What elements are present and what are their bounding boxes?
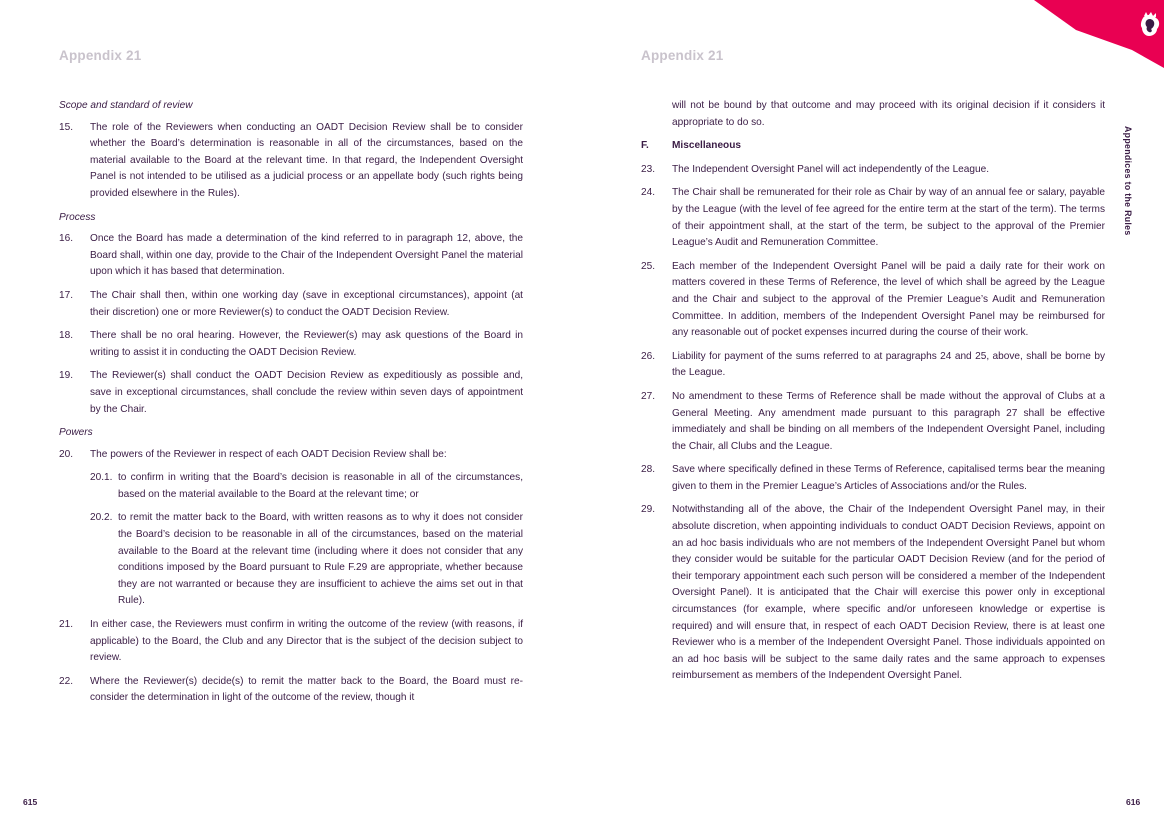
paragraph-number: 29. <box>641 504 656 516</box>
paragraph-15 <box>59 120 523 203</box>
paragraph-18 <box>59 328 523 361</box>
paragraph-number: 24. <box>641 187 656 199</box>
paragraph-text: Liability for payment of the sums referred to at paragraphs 24 and 25, above, shall be borne by the League. <box>672 350 1105 379</box>
paragraph-26 <box>641 349 1105 382</box>
paragraph-number: 16. <box>59 233 74 245</box>
paragraph-25 <box>641 259 1105 342</box>
paragraph-text: Save where specifically defined in these Terms of Reference, capitalised terms bear the meaning given to them in the Premier League’s Articles of Associations and/or the Rules. <box>672 464 1105 492</box>
paragraph-text: The Chair shall then, within one working day (save in exceptional circumstances), appoint (at their discretion) one or more Reviewer(s) to conduct the OADT Decision Review. <box>90 289 523 318</box>
paragraph-text: to confirm in writing that the Board’s decision is reasonable in all of the circumstances, based on the material available to the Board at the relevant time; or <box>118 472 523 500</box>
paragraph-number: 21. <box>59 619 74 631</box>
paragraph-17 <box>59 288 523 321</box>
paragraph-number: 26. <box>641 350 656 362</box>
paragraph-27 <box>641 389 1105 455</box>
sidebar-label: Appendices to the Rules <box>1123 126 1133 236</box>
paragraph-number: 22. <box>59 675 74 687</box>
page-header-right: Appendix 21 <box>641 48 724 63</box>
left-column <box>59 98 523 714</box>
section-heading-powers: Powers <box>59 427 93 439</box>
paragraph-number: 18. <box>59 330 74 342</box>
sidebar-tab <box>1123 126 1139 246</box>
paragraph-text: The Independent Oversight Panel will act independently of the League. <box>672 163 990 175</box>
page-number-left: 615 <box>23 797 38 807</box>
right-column <box>641 98 1105 692</box>
section-heading-miscellaneous <box>641 138 1105 155</box>
section-heading-process: Process <box>59 211 96 223</box>
paragraph-21 <box>59 617 523 667</box>
paragraph-24 <box>641 185 1105 251</box>
paragraph-19 <box>59 368 523 418</box>
paragraph-number: 20.1. <box>90 472 113 484</box>
section-title: Miscellaneous <box>672 140 742 152</box>
corner-brand-shape <box>1014 0 1164 70</box>
paragraph-20-1 <box>90 470 523 503</box>
paragraph-22-continued: will not be bound by that outcome and may proceed with its original decision if it considers it appropriate to do so. <box>672 100 1105 128</box>
paragraph-28 <box>641 462 1105 495</box>
paragraph-text: Once the Board has made a determination of the kind referred to in paragraph 12, above, the Board shall, within one day, provide to the Chair of the Independent Oversight Panel the material upon which it has based that determination. <box>90 233 523 278</box>
paragraph-number: 20.2. <box>90 512 113 524</box>
paragraph-20-2 <box>90 510 523 610</box>
paragraph-text: There shall be no oral hearing. However, the Reviewer(s) may ask questions of the Board in writing to assist it in conducting the OADT Decision Review. <box>90 330 523 358</box>
paragraph-text: Where the Reviewer(s) decide(s) to remit the matter back to the Board, the Board must re-consider the determination in light of the outcome of the review, though it <box>90 675 523 704</box>
paragraph-16 <box>59 231 523 281</box>
section-letter: F. <box>641 140 649 152</box>
paragraph-20 <box>59 447 523 464</box>
paragraph-text: Each member of the Independent Oversight Panel will be paid a daily rate for their work on matters covered in these Terms of Reference, the level of which shall be agreed by the League and the Chair and subject to the approval of the Premier League’s Audit and Remuneration Committee. In addition, members of the Independent Oversight Panel may be reimbursed for any reasonable out of pocket expenses incurred during the course of their work. <box>672 260 1105 339</box>
paragraph-number: 28. <box>641 464 656 476</box>
paragraph-number: 15. <box>59 121 74 133</box>
paragraph-text: The role of the Reviewers when conducting an OADT Decision Review shall be to consider whether the Board’s determination is reasonable in all of the circumstances, based on the material available to the Board at the relevant time. In that regard, the Independent Oversight Panel is not intended to be utilised as a judicial process or an appellate body (such rights being provided elsewhere in the Rules). <box>90 121 523 199</box>
paragraph-number: 27. <box>641 390 656 402</box>
paragraph-text: The Chair shall be remunerated for their role as Chair by way of an annual fee or salary, payable by the League (with the level of fee agreed for the entire term at the start of the term). The terms of their appointment shall, at the start of the term, be subject to the approval of the Premier League’s Audit and Remuneration Committee. <box>672 187 1105 249</box>
paragraph-text: In either case, the Reviewers must confirm in writing the outcome of the review (with reasons, if applicable) to the Board, the Club and any Director that is the subject of the decision subject to review. <box>90 619 523 664</box>
paragraph-text: Notwithstanding all of the above, the Chair of the Independent Oversight Panel may, in their absolute discretion, when appointing individuals to conduct OADT Decision Reviews, appoint on an ad hoc basis individuals who are not members of the Independent Oversight Panel but whom they consider would be suitable for the particular OADT Decision Review (and for the period of their temporary appointment each such person will be considered a member of the Independent Oversight Panel). It is anticipated that the Chair will exercise this power only in exceptional circumstances (for example, where specific and/or unforeseen knowledge or expertise is required) and will ensure that, in respect of each OADT Decision Review, there is at least one Reviewer who is a member of the Independent Oversight Panel. Those individuals appointed on an ad hoc basis will be subject to the same daily rates and the same approach to expenses reimbursement as members of the Independent Oversight Panel. <box>672 504 1105 682</box>
page-header-left: Appendix 21 <box>59 48 142 63</box>
section-heading-scope: Scope and standard of review <box>59 100 193 111</box>
paragraph-text: The powers of the Reviewer in respect of each OADT Decision Review shall be: <box>90 448 447 460</box>
paragraph-text: The Reviewer(s) shall conduct the OADT Decision Review as expeditiously as possible and, save in exceptional circumstances, shall conclude the review within seven days of appointment by the Chair. <box>90 370 523 415</box>
paragraph-22 <box>59 674 523 707</box>
page-number-right: 616 <box>1126 797 1141 807</box>
paragraph-number: 20. <box>59 448 74 460</box>
paragraph-text: to remit the matter back to the Board, with written reasons as to why it does not consider the Board’s decision to be reasonable in all of the circumstances, based on the material available to the Board at the relevant time (including where it does not consider that any conditions imposed by the Board pursuant to Rule F.29 are appropriate, whether because they are not warranted or because they are insufficient to achieve the aims set out in that Rule). <box>118 512 523 607</box>
paragraph-number: 17. <box>59 289 74 301</box>
paragraph-number: 19. <box>59 370 74 382</box>
paragraph-number: 25. <box>641 260 656 272</box>
paragraph-text: No amendment to these Terms of Reference shall be made without the approval of Clubs at a General Meeting. Any amendment made pursuant to this paragraph 27 shall be effective immediately and shall be binding on all members of the Independent Oversight Panel, including the Chair, all Clubs and the League. <box>672 390 1105 452</box>
paragraph-29 <box>641 502 1105 685</box>
paragraph-number: 23. <box>641 163 656 175</box>
paragraph-23 <box>641 162 1105 179</box>
